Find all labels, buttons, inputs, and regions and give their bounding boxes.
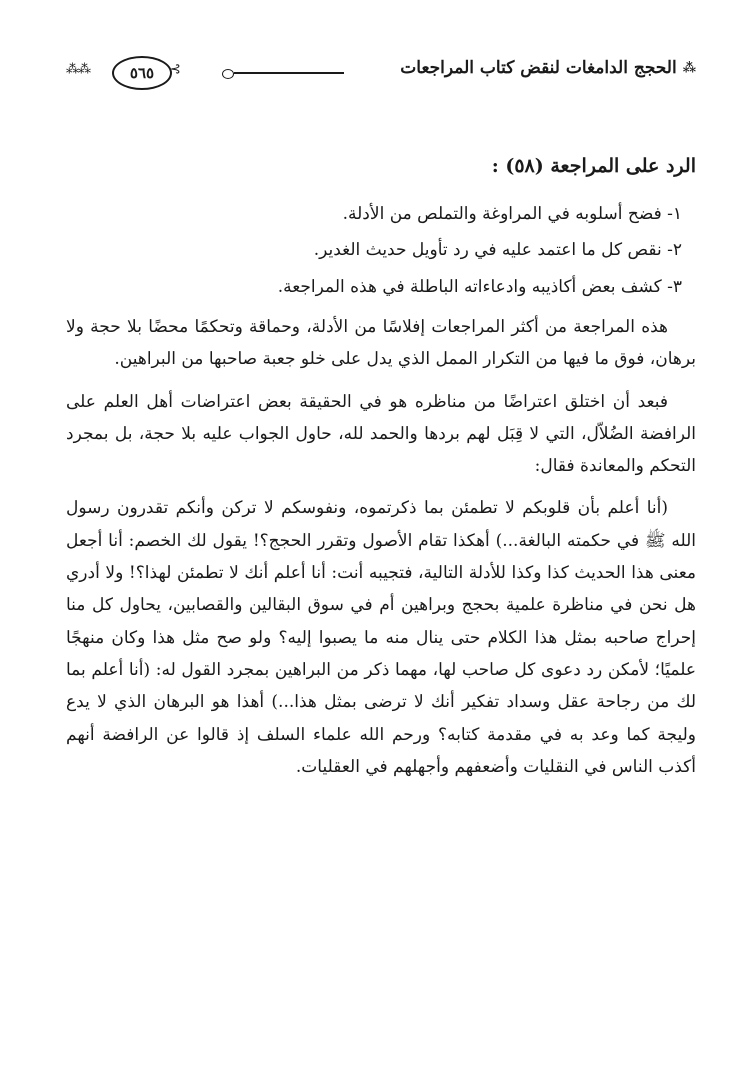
running-header [66, 56, 696, 90]
paragraph: (أنا أعلم بأن قلوبكم لا تطمئن بما ذكرتموه، ونفوسكم لا تركن وأنكم تقدرون رسول الله ﷺ في حكمته البالغة...) أهكذا تقام الأصول وتقرر الحجج؟! يقول لك الخصم: أنا أجعل معنى هذا الحديث كذا وكذا للأدلة التالية، فتجيبه أنت: أنا أعلم أنك لا تطمئن لهذا؟! ولا أدري هل نحن في مناظرة علمية بحجج وبراهين أم في سوق البقالين والقصابين، يحاول كل منا إحراج صاحبه بمثل هذا الكلام حتى ينال منه ما يصبوا إليه؟ ولو صح مثل هذا وكان منهجًا علميًا؛ لأمكن رد دعوى كل صاحب لها، مهما ذكر من البراهين بمجرد القول له: (أنا أعلم بما لك من رجاحة عقل وسداد تفكير أنك لا ترضى بمثل هذا...) أهذا هو البرهان الذي لا يدع وليجة كما وعد به في مقدمة كتابه؟ ورحم الله علماء السلف إذ قالوا عن الرافضة أنهم أكذب الناس في النقليات وأضعفهم وأجهلهم في العقليات. [66, 498, 696, 777]
header-ornament-left-icon: ⁂⁂ [66, 62, 90, 77]
section-heading: الرد على المراجعة (٥٨) : [491, 155, 696, 177]
points-list [66, 198, 696, 303]
list-item: ٣- كشف بعض أكاذيبه وادعاءاته الباطلة في هذه المراجعة. [277, 276, 682, 297]
page-number: ٥٦٥ [112, 56, 172, 90]
header-ornament-icon: ⁂ [682, 60, 696, 76]
list-item: ١- فضح أسلوبه في المراوغة والتملص من الأدلة. [342, 204, 682, 225]
paragraph: هذه المراجعة من أكثر المراجعات إفلاسًا من الأدلة، وحماقة وتحكمًا محضًا بلا حجة ولا برهان، فوق ما فيها من التكرار الممل الذي يدل على خلو جعبة صاحبها من البراهين. [66, 316, 696, 370]
header-flourish-icon: ⊱ [170, 62, 181, 77]
paragraph: فبعد أن اختلق اعتراضًا من مناظره هو في الحقيقة بعض اعتراضات أهل العلم على الرافضة الضُلاّل، التي لا قِبَل لهم بردها والحمد لله، حاول الجواب عليه بلا حجة، بل بمجرد التحكم والمعاندة فقال: [66, 391, 696, 477]
running-title [400, 58, 696, 78]
running-title-text: الحجج الدامغات لنقض كتاب المراجعات [400, 58, 677, 78]
header-rule [234, 72, 344, 74]
page-content [66, 148, 696, 793]
list-item: ٢- نقص كل ما اعتمد عليه في رد تأويل حديث الغدير. [313, 240, 682, 261]
